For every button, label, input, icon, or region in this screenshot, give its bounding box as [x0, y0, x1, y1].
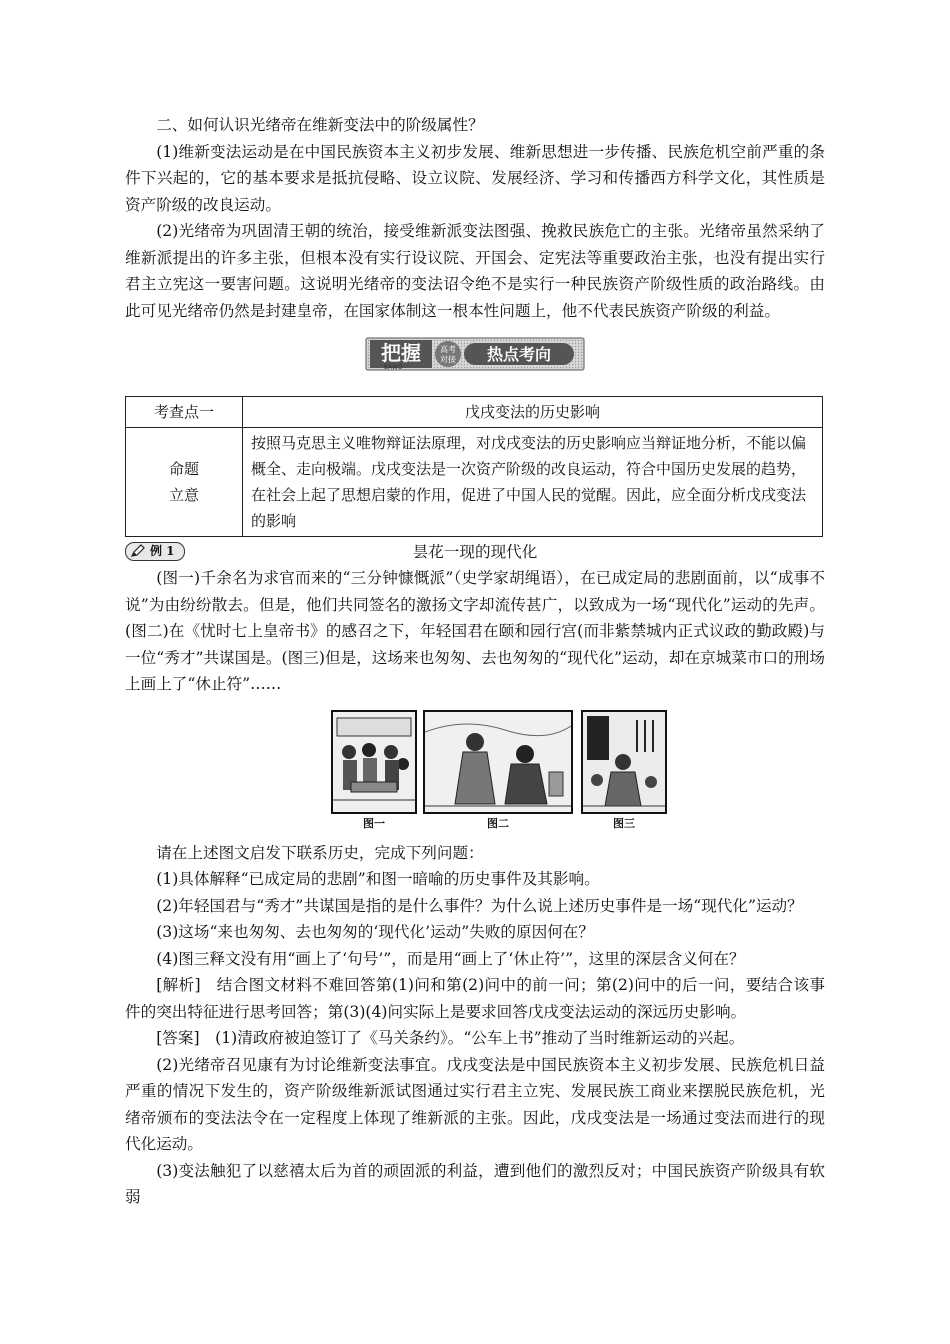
page-content: [125, 112, 825, 1211]
exam-point-table: [125, 396, 823, 537]
intro-paragraph-2: (2)光绪帝为巩固清王朝的统治，接受维新派变法图强、挽救民族危亡的主张。光绪帝虽然采纳了维新派提出的许多主张，但根本没有实行设议院、开国会、定宪法等重要政治主张，也没有提出实行君主立宪这一要害问题。这说明光绪帝的变法诏令绝不是实行一种民族资产阶级性质的政治路线。由此可见光绪帝仍然是封建皇帝，在国家体制这一根本性问题上，他不代表民族资产阶级的利益。: [125, 222, 825, 320]
example-badge: [125, 542, 185, 561]
figure-3: [581, 710, 667, 831]
label-line-2: 立意: [168, 486, 199, 504]
label-line-1: 命题: [168, 460, 199, 478]
questions-prompt: 请在上述图文启发下联系历史，完成下列问题：: [156, 843, 484, 862]
table-cell-topic: 戊戌变法的历史影响: [243, 397, 823, 428]
answer-1: [答案] (1)清政府被迫签订了《马关条约》。“公车上书”推动了当时维新运动的兴起。: [156, 1029, 745, 1047]
table-cell-label: 考查点一: [126, 397, 243, 428]
figure-2-caption: 图二: [487, 816, 509, 830]
example-title: 昙花一现的现代化: [412, 543, 538, 561]
answer-3: (3)变法触犯了以慈禧太后为首的顽固派的利益，遭到他们的激烈反对；中国民族资产阶级具有软弱: [125, 1161, 825, 1206]
hot-topic-banner: [364, 336, 586, 372]
figure-1: [331, 710, 417, 831]
figure-2: [423, 710, 573, 831]
table-cell-label: [126, 428, 243, 537]
banner-small-top: 高考: [440, 345, 456, 354]
banner-small-bottom: 对接: [440, 355, 456, 364]
example-passage: (图一)千余名为求官而来的“三分钟慷慨派”（史学家胡绳语），在已成定局的悲剧面前，以“成事不说”为由纷纷散去。但是，他们共同签名的激扬文字却流传甚广，以致成为一场“现代化”运动的先声。(图二)在《忧时七上皇帝书》的感召之下，年轻国君在颐和园行宫(而非紫禁城内正式议政的勤政殿)与一位“秀才”共谋国是。(图三)但是，这场来也匆匆、去也匆匆的“现代化”运动，却在京城菜市口的刑场上画上了“休止符”……: [125, 569, 825, 693]
analysis-paragraph: [解析] 结合图文材料不难回答第(1)问和第(2)问中的前一问；第(2)问中的后一问，要结合该事件的突出特征进行思考回答；第(3)(4)问实际上是要求回答戊戌变法运动的深远历史影响。: [125, 976, 825, 1021]
section-heading: 二、如何认识光绪帝在维新变法中的阶级属性？: [156, 116, 484, 134]
question-1: (1)具体解释“已成定局的悲剧”和图一暗喻的历史事件及其影响。: [156, 870, 600, 888]
table-row: [126, 397, 823, 428]
figure-strip: [125, 710, 825, 832]
banner-graphic: [364, 336, 586, 372]
example-header: [125, 539, 825, 565]
figure-2-illustration: [425, 712, 571, 812]
question-2: (2)年轻国君与“秀才”共谋国是指的是什么事件？为什么说上述历史事件是一场“现代化”运动？: [156, 896, 803, 915]
banner-pinyin: BAWO: [384, 364, 403, 371]
banner-main-text: 把握: [381, 341, 421, 365]
figure-1-illustration: [333, 712, 415, 812]
figure-3-caption: 图三: [613, 816, 635, 830]
example-label: 例 1: [150, 544, 175, 558]
table-cell-intent: 按照马克思主义唯物辩证法原理，对戊戌变法的历史影响应当辩证地分析，不能以偏概全、走向极端。戊戌变法是一次资产阶级的改良运动，符合中国历史发展的趋势，在社会上起了思想启蒙的作用，促进了中国人民的觉醒。因此，应全面分析戊戌变法的影响: [243, 428, 823, 537]
figure-1-caption: 图一: [363, 816, 385, 830]
answer-2: (2)光绪帝召见康有为讨论维新变法事宜。戊戌变法是中国民族资本主义初步发展、民族危机日益严重的情况下发生的，资产阶级维新派试图通过实行君主立宪、发展民族工商业来摆脱民族危机，光绪帝颁布的变法法令在一定程度上体现了维新派的主张。因此，戊戌变法是一场通过变法而进行的现代化运动。: [125, 1055, 825, 1153]
pen-icon: [130, 544, 146, 563]
question-4: (4)图三释文没有用“画上了‘句号’”，而是用“画上了‘休止符’”，这里的深层含义何在？: [156, 949, 745, 968]
figure-3-illustration: [583, 712, 665, 812]
banner-sub-text: 热点考向: [486, 345, 552, 364]
table-row: [126, 428, 823, 537]
intro-paragraph-1: (1)维新变法运动是在中国民族资本主义初步发展、维新思想进一步传播、民族危机空前严重的条件下兴起的，它的基本要求是抵抗侵略、设立议院、发展经济、学习和传播西方科学文化，其性质是资产阶级的改良运动。: [125, 142, 825, 214]
question-3: (3)这场“来也匆匆、去也匆匆的‘现代化’运动”失败的原因何在？: [156, 923, 594, 941]
